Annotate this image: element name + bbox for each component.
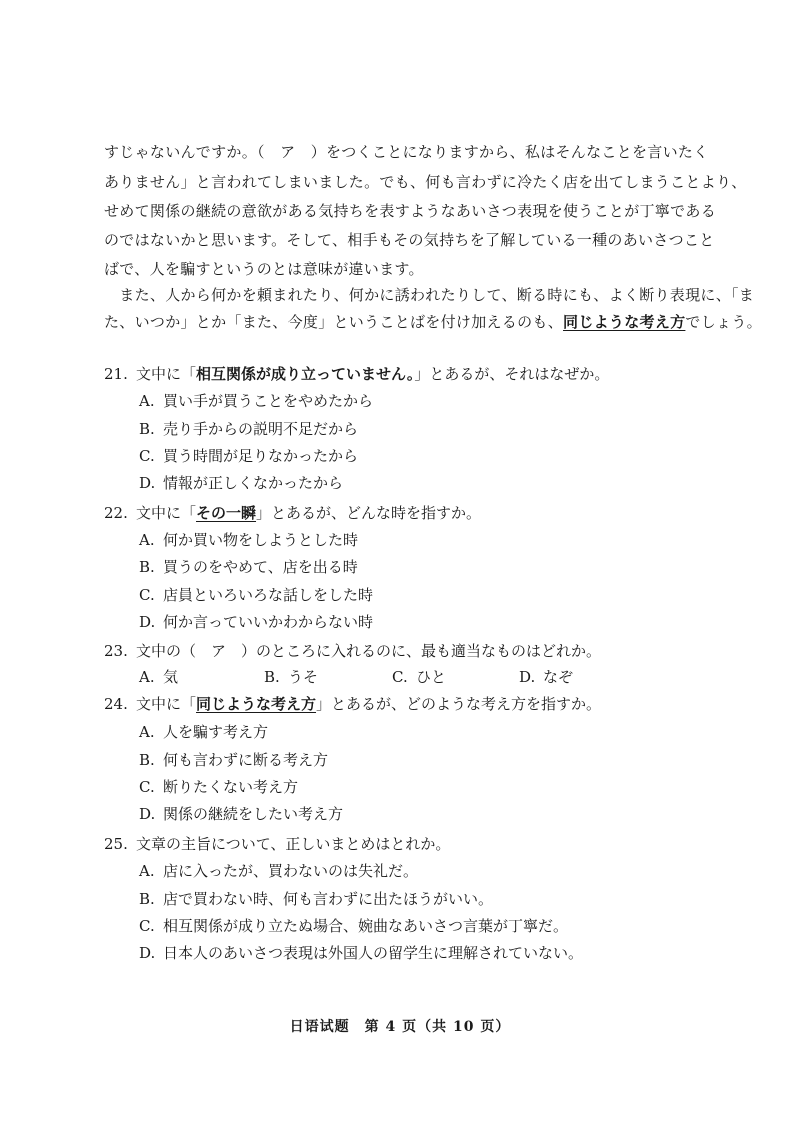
passage-line: すじゃないんですか。（ ア ）をつくことになりますから、私はそんなことを言いたく [104,143,709,161]
option-text: 人を騙す考え方 [163,723,269,741]
option-text: 相互関係が成り立たぬ場合、婉曲なあいさつ言葉が丁寧だ。 [163,917,569,935]
option-text: 関係の継続をしたい考え方 [163,805,344,823]
passage-line: また、人から何かを頼まれたり、何かに誘われたりして、断る時にも、よく断り表現に、「ま [104,286,755,304]
question-text: 文中に「 [136,695,197,713]
passage-text: た、いつか」とか「また、今度」ということばを付け加えるのも、 [104,313,564,331]
option-letter: C. [392,668,408,686]
option-letter: B. [139,890,155,908]
question-21 [104,364,724,384]
option-text: 何か言っていいかわからない時 [163,613,374,631]
option-letter: A. [139,392,155,410]
passage-line: のではないかと思います。そして、相手もその気持ちを了解している一種のあいさつこと [104,231,715,249]
option-23-c [392,667,446,687]
option-letter: D. [139,805,156,823]
passage-line: せめて関係の継続の意欲がある気持ちを表すようなあいさつ表現を使うことが丁寧である [104,202,717,220]
option-text: 日本人のあいさつ表現は外国人の留学生に理解されていない。 [163,944,584,962]
option-22-d [139,612,699,632]
option-text: 売り手からの説明不足だから [163,420,359,438]
underlined-phrase: 同じような考え方 [563,313,686,331]
question-number: 22. [104,504,128,522]
question-quote: 同じような考え方 [196,695,317,713]
option-text: 何か買い物をしようとした時 [163,531,359,549]
option-letter: D. [139,613,156,631]
option-23-a [139,667,178,687]
option-22-c [139,585,699,605]
question-text: 文中に「 [136,504,197,522]
option-text: 買う時間が足りなかったから [163,447,359,465]
question-text: 」とあるが、どのような考え方を指すか。 [316,695,602,713]
option-text: なぞ [543,668,574,686]
option-24-a [139,722,699,742]
question-number: 21. [104,365,128,383]
option-22-a [139,530,699,550]
question-text: 文中の（ ア ）のところに入れるのに、最も適当なものはどれか。 [136,642,602,660]
option-text: ひと [416,668,447,686]
option-23-d [519,667,573,687]
option-text: 買い手が買うことをやめたから [163,392,374,410]
passage-text: でしょう。 [685,313,762,331]
option-letter: D. [139,944,156,962]
option-letter: C. [139,447,155,465]
question-24 [104,694,724,714]
option-text: 店で買わない時、何も言わずに出たほうがいい。 [163,890,494,908]
option-letter: A. [139,723,155,741]
option-24-b [139,750,699,770]
option-text: 情報が正しくなかったから [163,474,344,492]
question-23 [104,641,724,661]
option-letter: A. [139,531,155,549]
option-letter: A. [139,668,155,686]
question-quote: その一瞬 [196,504,257,522]
option-letter: A. [139,862,155,880]
option-24-d [139,804,699,824]
option-text: うそ [288,668,319,686]
passage-line: ありません」と言われてしまいました。でも、何も言わずに冷たく店を出てしまうことより、 [104,173,747,191]
option-letter: C. [139,586,155,604]
passage-line-last [104,312,762,332]
question-text: 文中に「 [136,365,197,383]
question-number: 24. [104,695,128,713]
page-footer: 日语试题 第 4 页（共 10 页） [289,1019,511,1035]
option-25-a [139,861,699,881]
option-21-d [139,473,699,493]
option-letter: D. [519,668,536,686]
passage-line: ばで、人を騙すというのとは意味が違います。 [104,260,424,278]
question-quote: 相互関係が成り立っていません。 [196,365,415,383]
option-25-d [139,943,699,963]
option-letter: B. [264,668,280,686]
option-21-a [139,391,699,411]
option-text: 買うのをやめて、店を出る時 [163,558,358,576]
option-text: 何も言わずに断る考え方 [163,751,329,769]
option-21-b [139,419,699,439]
option-24-c [139,777,699,797]
option-text: 店員といろいろな話しをした時 [163,586,374,604]
question-22 [104,503,724,523]
option-22-b [139,557,699,577]
question-text: 文章の主旨について、正しいまとめはとれか。 [136,835,451,853]
question-number: 23. [104,642,128,660]
option-23-b [264,667,318,687]
question-text: 」とあるが、どんな時を指すか。 [256,504,482,522]
option-25-c [139,916,699,936]
option-letter: D. [139,474,156,492]
option-letter: B. [139,558,155,576]
option-text: 気 [163,668,179,686]
option-letter: C. [139,778,155,796]
option-letter: B. [139,420,155,438]
option-letter: B. [139,751,155,769]
option-text: 断りたくない考え方 [163,778,299,796]
option-25-b [139,889,699,909]
question-text: 」とあるが、それはなぜか。 [414,365,610,383]
option-text: 店に入ったが、買わないのは失礼だ。 [163,862,419,880]
option-letter: C. [139,917,155,935]
option-21-c [139,446,699,466]
question-number: 25. [104,835,128,853]
question-25 [104,834,724,854]
